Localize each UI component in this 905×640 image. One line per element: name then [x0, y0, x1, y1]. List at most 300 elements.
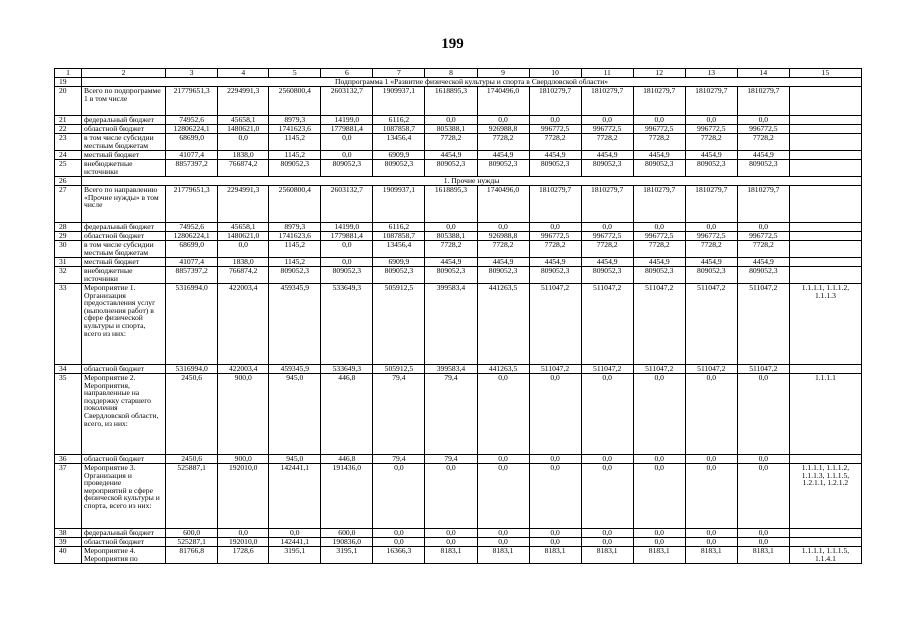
value-cell: 0,0	[633, 529, 685, 538]
value-cell: 0,0	[321, 258, 373, 267]
value-cell: 459345,9	[269, 284, 321, 365]
value-cell: 7728,2	[529, 241, 581, 258]
value-cell: 8183,1	[477, 547, 529, 564]
value-cell: 809052,3	[529, 160, 581, 177]
column-number-cell: 9	[477, 69, 529, 78]
table-row	[55, 365, 862, 374]
value-cell: 809052,3	[633, 160, 685, 177]
target-link-cell	[789, 87, 861, 116]
value-cell: 6909,9	[373, 151, 425, 160]
value-cell: 0,0	[373, 529, 425, 538]
value-cell: 81766,8	[166, 547, 218, 564]
value-cell: 809052,3	[425, 160, 477, 177]
value-cell: 16366,3	[373, 547, 425, 564]
column-number-cell: 7	[373, 69, 425, 78]
value-cell: 996772,5	[685, 125, 737, 134]
value-cell: 8183,1	[737, 547, 789, 564]
value-cell: 4454,9	[425, 258, 477, 267]
value-cell: 1087858,7	[373, 125, 425, 134]
table-row	[55, 464, 862, 529]
value-cell: 422003,4	[218, 365, 269, 374]
value-cell: 996772,5	[581, 232, 633, 241]
value-cell: 0,0	[529, 374, 581, 455]
value-cell: 190836,0	[321, 538, 373, 547]
row-number: 33	[55, 284, 82, 365]
value-cell: 1145,2	[269, 151, 321, 160]
section-row	[55, 177, 862, 186]
value-cell: 8183,1	[685, 547, 737, 564]
row-name: областной бюджет	[82, 455, 166, 464]
value-cell: 945,0	[269, 455, 321, 464]
row-number: 24	[55, 151, 82, 160]
row-number: 36	[55, 455, 82, 464]
value-cell: 0,0	[685, 116, 737, 125]
target-link-cell	[789, 223, 861, 232]
target-link-cell	[789, 125, 861, 134]
row-number: 23	[55, 134, 82, 151]
value-cell: 0,0	[477, 116, 529, 125]
row-name: в том числе субсидии местным бюджетам	[82, 241, 166, 258]
value-cell: 1810279,7	[737, 87, 789, 116]
value-cell: 1838,0	[218, 258, 269, 267]
value-cell: 1741623,6	[269, 125, 321, 134]
value-cell: 809052,3	[633, 267, 685, 284]
value-cell: 996772,5	[529, 125, 581, 134]
column-number-cell: 12	[633, 69, 685, 78]
value-cell: 4454,9	[633, 151, 685, 160]
value-cell: 8183,1	[529, 547, 581, 564]
table-row	[55, 529, 862, 538]
value-cell: 809052,3	[581, 267, 633, 284]
value-cell: 900,0	[218, 374, 269, 455]
value-cell: 7728,2	[425, 134, 477, 151]
table-row	[55, 160, 862, 177]
row-number: 35	[55, 374, 82, 455]
value-cell: 4454,9	[581, 258, 633, 267]
value-cell: 945,0	[269, 374, 321, 455]
value-cell: 21779651,3	[166, 186, 218, 223]
value-cell: 3195,1	[269, 547, 321, 564]
value-cell: 0,0	[581, 374, 633, 455]
value-cell: 1838,0	[218, 151, 269, 160]
value-cell: 1810279,7	[685, 87, 737, 116]
column-number-cell: 2	[82, 69, 166, 78]
table-row	[55, 151, 862, 160]
value-cell: 0,0	[581, 538, 633, 547]
value-cell: 0,0	[477, 538, 529, 547]
value-cell: 0,0	[425, 464, 477, 529]
value-cell: 809052,3	[737, 267, 789, 284]
row-name: внебюджетные источники	[82, 160, 166, 177]
column-number-cell: 3	[166, 69, 218, 78]
row-number: 26	[55, 177, 82, 186]
value-cell: 0,0	[737, 529, 789, 538]
column-number-cell: 6	[321, 69, 373, 78]
value-cell: 0,0	[477, 529, 529, 538]
value-cell: 7728,2	[685, 134, 737, 151]
row-name: Всего по подпрограмме 1 в том числе	[82, 87, 166, 116]
target-link-cell	[789, 538, 861, 547]
value-cell: 0,0	[633, 116, 685, 125]
value-cell: 4454,9	[477, 151, 529, 160]
target-link-cell: 1.1.1.1, 1.1.1.5, 1.1.4.1	[789, 547, 861, 564]
row-name: внебюджетные источники	[82, 267, 166, 284]
value-cell: 809052,3	[425, 267, 477, 284]
value-cell: 0,0	[685, 538, 737, 547]
value-cell: 0,0	[477, 464, 529, 529]
value-cell: 1480621,0	[218, 125, 269, 134]
value-cell: 809052,3	[685, 267, 737, 284]
row-name: федеральный бюджет	[82, 116, 166, 125]
value-cell: 511047,2	[529, 365, 581, 374]
value-cell: 511047,2	[633, 365, 685, 374]
value-cell: 926988,8	[477, 232, 529, 241]
table-row	[55, 87, 862, 116]
value-cell: 0,0	[737, 464, 789, 529]
value-cell: 996772,5	[737, 125, 789, 134]
value-cell: 7728,2	[737, 241, 789, 258]
value-cell: 0,0	[685, 529, 737, 538]
value-cell: 8979,3	[269, 116, 321, 125]
table-row	[55, 455, 862, 464]
value-cell: 459345,9	[269, 365, 321, 374]
column-number-cell: 14	[737, 69, 789, 78]
value-cell: 399583,4	[425, 284, 477, 365]
value-cell: 4454,9	[685, 151, 737, 160]
value-cell: 5316994,0	[166, 365, 218, 374]
row-number: 19	[55, 78, 82, 87]
value-cell: 2560800,4	[269, 87, 321, 116]
page-number: 199	[441, 36, 464, 52]
value-cell: 1145,2	[269, 258, 321, 267]
target-link-cell: 1.1.1.1	[789, 374, 861, 455]
table-row	[55, 116, 862, 125]
value-cell: 900,0	[218, 455, 269, 464]
value-cell: 0,0	[581, 223, 633, 232]
row-name: в том числе субсидии местным бюджетам	[82, 134, 166, 151]
value-cell: 996772,5	[633, 125, 685, 134]
value-cell: 809052,3	[685, 160, 737, 177]
value-cell: 1779881,4	[321, 125, 373, 134]
value-cell: 0,0	[737, 116, 789, 125]
value-cell: 926988,8	[477, 125, 529, 134]
table-row	[55, 241, 862, 258]
value-cell: 2294991,3	[218, 186, 269, 223]
value-cell: 505912,5	[373, 284, 425, 365]
value-cell: 0,0	[633, 455, 685, 464]
value-cell: 79,4	[373, 455, 425, 464]
value-cell: 0,0	[633, 374, 685, 455]
value-cell: 0,0	[477, 223, 529, 232]
value-cell: 7728,2	[529, 134, 581, 151]
value-cell: 8857397,2	[166, 160, 218, 177]
value-cell: 446,8	[321, 455, 373, 464]
value-cell: 1810279,7	[529, 87, 581, 116]
target-link-cell	[789, 186, 861, 223]
value-cell: 12806224,1	[166, 232, 218, 241]
target-link-cell	[789, 232, 861, 241]
value-cell: 809052,3	[373, 160, 425, 177]
target-link-cell	[789, 134, 861, 151]
value-cell: 74952,6	[166, 223, 218, 232]
row-name: Мероприятие 4. Мероприятия по	[82, 547, 166, 564]
value-cell: 4454,9	[685, 258, 737, 267]
value-cell: 441263,5	[477, 365, 529, 374]
value-cell: 996772,5	[737, 232, 789, 241]
value-cell: 446,8	[321, 374, 373, 455]
value-cell: 1145,2	[269, 241, 321, 258]
row-number: 31	[55, 258, 82, 267]
value-cell: 12806224,1	[166, 125, 218, 134]
target-link-cell	[789, 365, 861, 374]
column-number-cell: 1	[55, 69, 82, 78]
value-cell: 0,0	[425, 529, 477, 538]
row-name: областной бюджет	[82, 365, 166, 374]
target-link-cell	[789, 116, 861, 125]
target-link-cell	[789, 160, 861, 177]
value-cell: 766874,2	[218, 267, 269, 284]
value-cell: 74952,6	[166, 116, 218, 125]
value-cell: 809052,3	[269, 160, 321, 177]
value-cell: 0,0	[737, 223, 789, 232]
value-cell: 0,0	[425, 116, 477, 125]
value-cell: 4454,9	[737, 151, 789, 160]
value-cell: 996772,5	[685, 232, 737, 241]
row-name: местный бюджет	[82, 258, 166, 267]
value-cell: 7728,2	[633, 134, 685, 151]
value-cell: 0,0	[425, 538, 477, 547]
value-cell: 0,0	[581, 529, 633, 538]
value-cell: 1810279,7	[633, 87, 685, 116]
value-cell: 0,0	[685, 374, 737, 455]
row-number: 30	[55, 241, 82, 258]
row-name: федеральный бюджет	[82, 529, 166, 538]
value-cell: 1779881,4	[321, 232, 373, 241]
value-cell: 41077,4	[166, 258, 218, 267]
column-number-cell: 4	[218, 69, 269, 78]
value-cell: 7728,2	[477, 241, 529, 258]
value-cell: 14199,0	[321, 116, 373, 125]
row-name: Мероприятие 1. Организация предоставления услуг (выполнения работ) в сфере физической культуры и спорта, всего из них:	[82, 284, 166, 365]
column-number-cell: 5	[269, 69, 321, 78]
value-cell: 0,0	[529, 538, 581, 547]
value-cell: 0,0	[529, 464, 581, 529]
value-cell: 0,0	[218, 134, 269, 151]
row-number: 21	[55, 116, 82, 125]
value-cell: 0,0	[581, 464, 633, 529]
value-cell: 7728,2	[581, 134, 633, 151]
value-cell: 600,0	[321, 529, 373, 538]
value-cell: 4454,9	[529, 258, 581, 267]
value-cell: 0,0	[321, 134, 373, 151]
row-number: 22	[55, 125, 82, 134]
row-number: 27	[55, 186, 82, 223]
value-cell: 79,4	[425, 374, 477, 455]
row-name: Мероприятие 3. Организация и проведение мероприятий в сфере физической культуры и спорта, всего из них:	[82, 464, 166, 529]
row-name: местный бюджет	[82, 151, 166, 160]
value-cell: 600,0	[166, 529, 218, 538]
value-cell: 805388,1	[425, 125, 477, 134]
value-cell: 0,0	[321, 151, 373, 160]
row-name: Всего по направлению «Прочие нужды» в том числе	[82, 186, 166, 223]
value-cell: 4454,9	[425, 151, 477, 160]
value-cell: 0,0	[633, 538, 685, 547]
value-cell: 511047,2	[685, 365, 737, 374]
column-number-cell: 13	[685, 69, 737, 78]
value-cell: 2450,6	[166, 455, 218, 464]
value-cell: 533649,3	[321, 284, 373, 365]
section-row	[55, 78, 862, 87]
value-cell: 511047,2	[581, 284, 633, 365]
row-name: Мероприятие 2. Мероприятия, направленные на поддержку старшего поколения Свердловской области, всего, из них:	[82, 374, 166, 455]
value-cell: 511047,2	[529, 284, 581, 365]
value-cell: 809052,3	[321, 160, 373, 177]
value-cell: 8183,1	[633, 547, 685, 564]
value-cell: 809052,3	[529, 267, 581, 284]
value-cell: 809052,3	[269, 267, 321, 284]
value-cell: 0,0	[425, 223, 477, 232]
target-link-cell	[789, 267, 861, 284]
value-cell: 0,0	[685, 455, 737, 464]
value-cell: 2603132,7	[321, 87, 373, 116]
section-title: 1. Прочие нужды	[82, 177, 862, 186]
value-cell: 0,0	[218, 241, 269, 258]
value-cell: 2450,6	[166, 374, 218, 455]
value-cell: 996772,5	[581, 125, 633, 134]
section-title: Подпрограмма 1 «Развитие физической культуры и спорта в Свердловской области»	[82, 78, 862, 87]
value-cell: 1810279,7	[737, 186, 789, 223]
value-cell: 805388,1	[425, 232, 477, 241]
row-number: 39	[55, 538, 82, 547]
row-name: областной бюджет	[82, 538, 166, 547]
value-cell: 0,0	[581, 455, 633, 464]
table-row	[55, 134, 862, 151]
row-name: областной бюджет	[82, 125, 166, 134]
table-row	[55, 223, 862, 232]
value-cell: 0,0	[269, 529, 321, 538]
value-cell: 0,0	[529, 529, 581, 538]
value-cell: 0,0	[529, 223, 581, 232]
value-cell: 525887,1	[166, 464, 218, 529]
value-cell: 1909937,1	[373, 186, 425, 223]
value-cell: 1728,6	[218, 547, 269, 564]
value-cell: 1087858,7	[373, 232, 425, 241]
value-cell: 1810279,7	[581, 87, 633, 116]
value-cell: 45658,1	[218, 116, 269, 125]
target-link-cell	[789, 529, 861, 538]
value-cell: 0,0	[737, 374, 789, 455]
value-cell: 399583,4	[425, 365, 477, 374]
value-cell: 0,0	[373, 464, 425, 529]
value-cell: 1740496,0	[477, 87, 529, 116]
value-cell: 0,0	[477, 455, 529, 464]
value-cell: 7728,2	[633, 241, 685, 258]
table-row	[55, 125, 862, 134]
table-row	[55, 186, 862, 223]
value-cell: 0,0	[633, 223, 685, 232]
value-cell: 142441,1	[269, 538, 321, 547]
table-row	[55, 267, 862, 284]
value-cell: 0,0	[477, 374, 529, 455]
value-cell: 1909937,1	[373, 87, 425, 116]
value-cell: 1618895,3	[425, 87, 477, 116]
value-cell: 41077,4	[166, 151, 218, 160]
value-cell: 511047,2	[581, 365, 633, 374]
value-cell: 192010,0	[218, 538, 269, 547]
value-cell: 8183,1	[581, 547, 633, 564]
value-cell: 4454,9	[737, 258, 789, 267]
row-number: 28	[55, 223, 82, 232]
value-cell: 0,0	[529, 116, 581, 125]
column-number-cell: 8	[425, 69, 477, 78]
budget-table	[54, 68, 862, 564]
value-cell: 7728,2	[581, 241, 633, 258]
column-number-row	[55, 69, 862, 78]
value-cell: 142441,1	[269, 464, 321, 529]
value-cell: 511047,2	[633, 284, 685, 365]
value-cell: 0,0	[529, 455, 581, 464]
table-row	[55, 232, 862, 241]
value-cell: 441263,5	[477, 284, 529, 365]
value-cell: 1810279,7	[685, 186, 737, 223]
value-cell: 1618895,3	[425, 186, 477, 223]
value-cell: 6909,9	[373, 258, 425, 267]
value-cell: 4454,9	[581, 151, 633, 160]
target-link-cell	[789, 151, 861, 160]
value-cell: 0,0	[633, 464, 685, 529]
value-cell: 1810279,7	[581, 186, 633, 223]
value-cell: 6116,2	[373, 116, 425, 125]
table-row	[55, 538, 862, 547]
value-cell: 13456,4	[373, 134, 425, 151]
value-cell: 809052,3	[737, 160, 789, 177]
value-cell: 766874,2	[218, 160, 269, 177]
value-cell: 68699,0	[166, 241, 218, 258]
value-cell: 0,0	[685, 223, 737, 232]
value-cell: 14199,0	[321, 223, 373, 232]
value-cell: 511047,2	[737, 365, 789, 374]
row-number: 32	[55, 267, 82, 284]
value-cell: 191436,0	[321, 464, 373, 529]
value-cell: 809052,3	[373, 267, 425, 284]
table-row	[55, 374, 862, 455]
row-number: 25	[55, 160, 82, 177]
value-cell: 996772,5	[529, 232, 581, 241]
value-cell: 68699,0	[166, 134, 218, 151]
value-cell: 8857397,2	[166, 267, 218, 284]
value-cell: 192010,0	[218, 464, 269, 529]
value-cell: 79,4	[425, 455, 477, 464]
value-cell: 511047,2	[737, 284, 789, 365]
row-number: 40	[55, 547, 82, 564]
row-number: 20	[55, 87, 82, 116]
value-cell: 525287,1	[166, 538, 218, 547]
value-cell: 6116,2	[373, 223, 425, 232]
value-cell: 13456,4	[373, 241, 425, 258]
target-link-cell	[789, 258, 861, 267]
value-cell: 0,0	[218, 529, 269, 538]
row-number: 37	[55, 464, 82, 529]
table-row	[55, 547, 862, 564]
value-cell: 1741623,6	[269, 232, 321, 241]
value-cell: 45658,1	[218, 223, 269, 232]
value-cell: 7728,2	[685, 241, 737, 258]
value-cell: 2294991,3	[218, 87, 269, 116]
value-cell: 422003,4	[218, 284, 269, 365]
value-cell: 809052,3	[581, 160, 633, 177]
row-number: 34	[55, 365, 82, 374]
value-cell: 0,0	[737, 538, 789, 547]
